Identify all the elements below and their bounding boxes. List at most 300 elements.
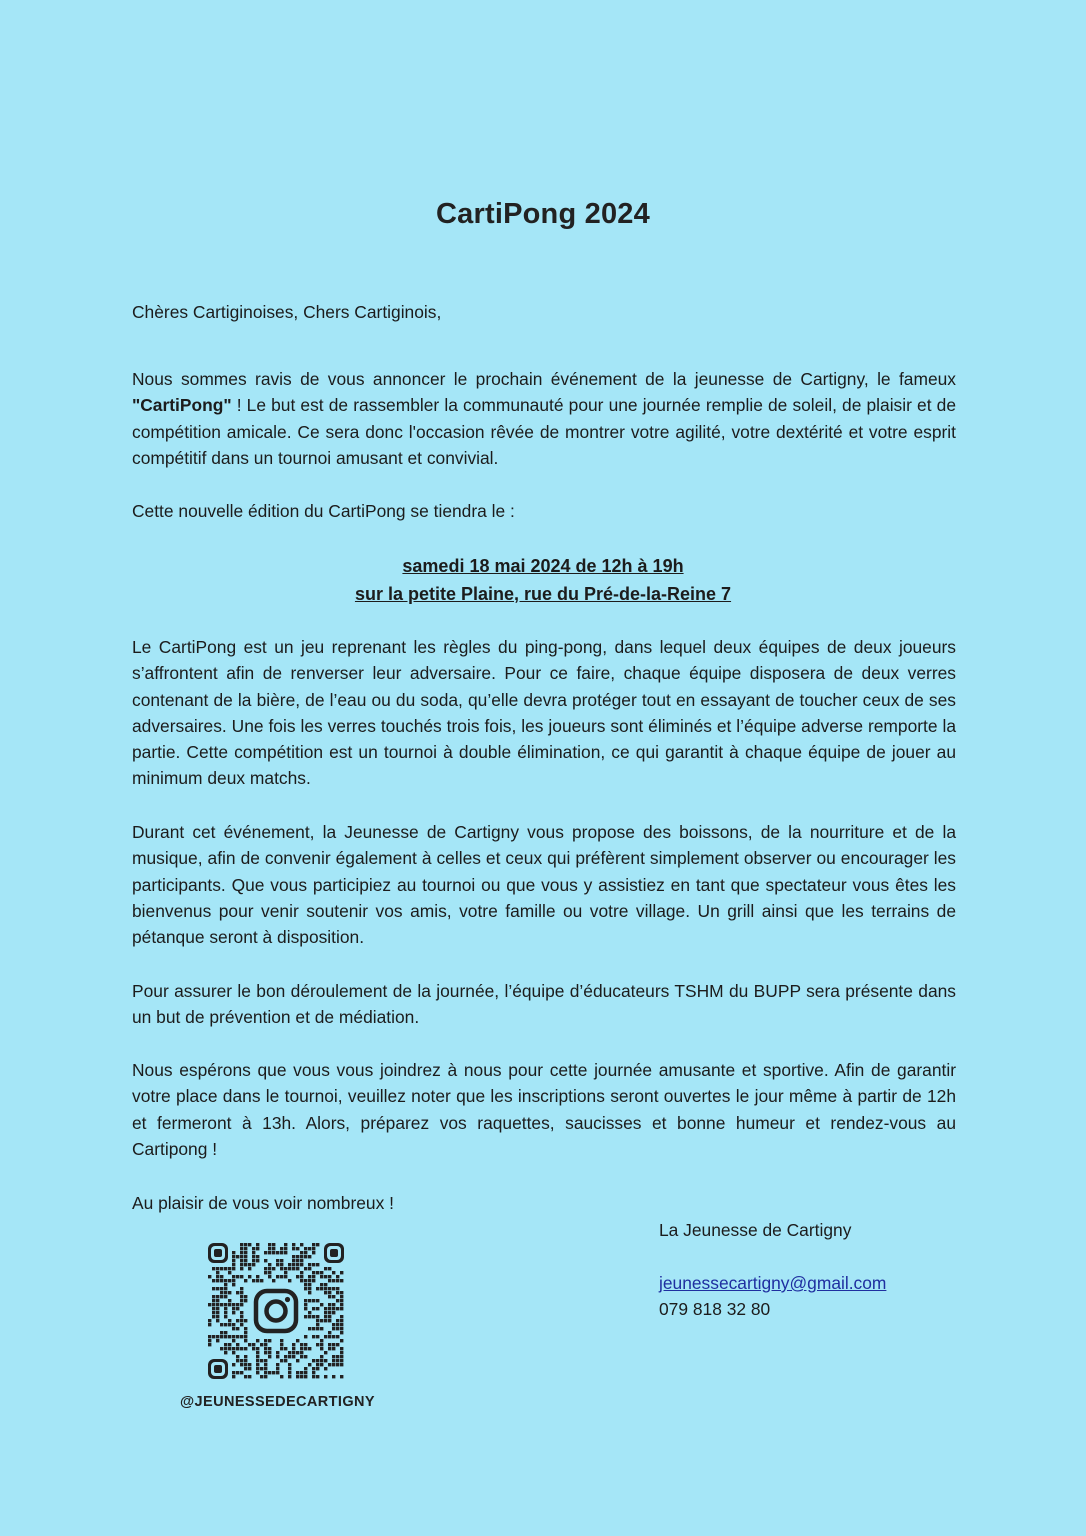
qr-module (304, 1251, 307, 1254)
phone-number: 079 818 32 80 (659, 1299, 771, 1320)
qr-module (340, 1351, 343, 1354)
qr-module (340, 1327, 343, 1330)
qr-module (292, 1351, 295, 1354)
qr-module (316, 1319, 319, 1322)
qr-module (248, 1263, 251, 1266)
qr-module (340, 1331, 343, 1334)
qr-module (280, 1343, 283, 1346)
qr-module (216, 1319, 219, 1322)
qr-module (232, 1307, 235, 1310)
qr-module (340, 1363, 343, 1366)
qr-module (292, 1347, 295, 1350)
qr-module (324, 1359, 327, 1362)
qr-module (244, 1375, 247, 1378)
qr-module (228, 1267, 231, 1270)
qr-module (296, 1275, 299, 1278)
qr-module (264, 1375, 267, 1378)
contact-block (659, 1270, 886, 1323)
qr-module (232, 1375, 235, 1378)
qr-module (212, 1311, 215, 1314)
qr-module (308, 1283, 311, 1286)
qr-module (316, 1375, 319, 1378)
qr-module (268, 1339, 271, 1342)
qr-module (248, 1243, 251, 1246)
qr-module (296, 1267, 299, 1270)
qr-module (240, 1247, 243, 1250)
qr-module (220, 1347, 223, 1350)
qr-module (284, 1251, 287, 1254)
qr-module (292, 1259, 295, 1262)
qr-module (228, 1343, 231, 1346)
qr-module (268, 1355, 271, 1358)
qr-module (320, 1339, 323, 1342)
qr-module (340, 1359, 343, 1362)
qr-module (224, 1331, 227, 1334)
qr-module (252, 1347, 255, 1350)
qr-module (280, 1247, 283, 1250)
qr-module (336, 1291, 339, 1294)
qr-module (308, 1279, 311, 1282)
qr-module (260, 1279, 263, 1282)
qr-module (316, 1327, 319, 1330)
qr-module (312, 1335, 315, 1338)
closing-line: Au plaisir de vous voir nombreux ! (132, 1193, 394, 1213)
qr-module (244, 1263, 247, 1266)
qr-module (336, 1359, 339, 1362)
qr-module (268, 1247, 271, 1250)
qr-module (340, 1279, 343, 1282)
qr-module (224, 1311, 227, 1314)
qr-module (256, 1339, 259, 1342)
qr-module (340, 1315, 343, 1318)
qr-module (224, 1291, 227, 1294)
qr-module (292, 1343, 295, 1346)
qr-module (320, 1303, 323, 1306)
qr-module (232, 1351, 235, 1354)
qr-module (308, 1291, 311, 1294)
qr-module (248, 1267, 251, 1270)
qr-module (220, 1287, 223, 1290)
qr-module (328, 1319, 331, 1322)
qr-module (244, 1279, 247, 1282)
qr-module (256, 1351, 259, 1354)
instagram-qr-code (206, 1241, 346, 1381)
qr-module (304, 1315, 307, 1318)
qr-module (244, 1327, 247, 1330)
qr-module (208, 1339, 211, 1342)
qr-module (332, 1323, 335, 1326)
qr-module (320, 1283, 323, 1286)
qr-module (208, 1323, 211, 1326)
qr-module (300, 1255, 303, 1258)
qr-module (276, 1259, 279, 1262)
qr-module (316, 1287, 319, 1290)
qr-module (236, 1307, 239, 1310)
signature: La Jeunesse de Cartigny (659, 1220, 852, 1240)
qr-module (228, 1319, 231, 1322)
qr-module (240, 1311, 243, 1314)
qr-module (312, 1279, 315, 1282)
qr-module (332, 1347, 335, 1350)
qr-module (216, 1279, 219, 1282)
qr-module (328, 1315, 331, 1318)
qr-module (284, 1271, 287, 1274)
safety-paragraph: Pour assurer le bon déroulement de la journée, l’équipe d’éducateurs TSHM du BUPP sera présente dans un but de prévention et de médiation. (132, 981, 956, 1028)
qr-module (324, 1275, 327, 1278)
qr-module (320, 1327, 323, 1330)
qr-module (332, 1363, 335, 1366)
qr-module (288, 1371, 291, 1374)
qr-module (264, 1251, 267, 1254)
qr-module (212, 1307, 215, 1310)
qr-module (216, 1335, 219, 1338)
qr-module (244, 1339, 247, 1342)
qr-module (332, 1335, 335, 1338)
qr-module (220, 1295, 223, 1298)
qr-module (284, 1359, 287, 1362)
qr-module (316, 1307, 319, 1310)
qr-module (244, 1247, 247, 1250)
qr-module (296, 1259, 299, 1262)
qr-module (316, 1363, 319, 1366)
qr-module (244, 1331, 247, 1334)
qr-module (292, 1355, 295, 1358)
qr-module (264, 1371, 267, 1374)
qr-module (336, 1343, 339, 1346)
qr-module (216, 1299, 219, 1302)
qr-finder-top-right (324, 1243, 344, 1263)
qr-module (340, 1375, 343, 1378)
qr-module (224, 1279, 227, 1282)
intro-text-part2: ! Le but est de rassembler la communauté pour une journée remplie de soleil, de plaisir et de compétition amicale. Ce sera donc l'occasion rêvée de montrer votre agilité, votre dextérité et votre esprit compétitif dans un tournoi amusant et convivial. (132, 395, 956, 468)
qr-module (328, 1335, 331, 1338)
qr-module (208, 1303, 211, 1306)
qr-module (264, 1363, 267, 1366)
qr-module (232, 1275, 235, 1278)
intro-text-part1: Nous sommes ravis de vous annoncer le prochain événement de la jeunesse de Cartigny, le fameux (132, 369, 956, 389)
qr-module (304, 1371, 307, 1374)
qr-module (324, 1351, 327, 1354)
qr-module (216, 1271, 219, 1274)
qr-module (284, 1267, 287, 1270)
qr-module (308, 1315, 311, 1318)
qr-module (312, 1371, 315, 1374)
qr-module (340, 1323, 343, 1326)
instagram-handle: @JEUNESSEDECARTIGNY (180, 1394, 375, 1410)
qr-module (256, 1363, 259, 1366)
qr-module (276, 1275, 279, 1278)
qr-module (340, 1271, 343, 1274)
qr-module (280, 1359, 283, 1362)
qr-module (280, 1275, 283, 1278)
qr-module (272, 1267, 275, 1270)
greeting: Chères Cartiginoises, Chers Cartiginois, (132, 302, 442, 322)
qr-module (288, 1355, 291, 1358)
edition-paragraph: Cette nouvelle édition du CartiPong se tiendra le : (132, 501, 515, 521)
qr-module (320, 1347, 323, 1350)
qr-module (284, 1275, 287, 1278)
qr-module (332, 1327, 335, 1330)
qr-module (340, 1299, 343, 1302)
qr-module (244, 1295, 247, 1298)
qr-module (304, 1355, 307, 1358)
qr-module (232, 1311, 235, 1314)
qr-module (304, 1299, 307, 1302)
qr-module (328, 1303, 331, 1306)
qr-module (224, 1343, 227, 1346)
email-link[interactable]: jeunessecartigny@gmail.com (659, 1273, 887, 1293)
qr-module (256, 1359, 259, 1362)
qr-module (328, 1311, 331, 1314)
qr-module (212, 1335, 215, 1338)
qr-module (312, 1327, 315, 1330)
qr-module (240, 1359, 243, 1362)
qr-module (256, 1355, 259, 1358)
qr-module (340, 1319, 343, 1322)
qr-module (244, 1335, 247, 1338)
qr-module (220, 1267, 223, 1270)
qr-module (320, 1343, 323, 1346)
qr-module (272, 1243, 275, 1246)
qr-module (288, 1363, 291, 1366)
qr-module (228, 1303, 231, 1306)
qr-module (304, 1287, 307, 1290)
qr-module (340, 1303, 343, 1306)
qr-module (216, 1339, 219, 1342)
qr-module (240, 1295, 243, 1298)
qr-module (236, 1359, 239, 1362)
qr-module (268, 1371, 271, 1374)
qr-module (232, 1363, 235, 1366)
qr-module (332, 1295, 335, 1298)
qr-module (284, 1247, 287, 1250)
qr-module (208, 1343, 211, 1346)
qr-module (236, 1303, 239, 1306)
qr-module (212, 1299, 215, 1302)
intro-highlight: "CartiPong" (132, 395, 232, 416)
qr-module (324, 1291, 327, 1294)
qr-module (312, 1375, 315, 1378)
qr-module (240, 1371, 243, 1374)
qr-module (288, 1367, 291, 1370)
qr-module (316, 1343, 319, 1346)
qr-module (244, 1347, 247, 1350)
qr-module (264, 1351, 267, 1354)
qr-module (308, 1287, 311, 1290)
qr-module (336, 1279, 339, 1282)
qr-module (224, 1315, 227, 1318)
registration-paragraph: Nous espérons que vous vous joindrez à nous pour cette journée amusante et sportive. Afin de garantir votre place dans le tournoi, veuillez noter que les inscriptions seront ouvertes le jour même à partir de 12h et fermeront à 13h. Alors, préparez vos raquettes, saucisses et bonne humeur et rendez-vous au Cartipong ! (132, 1060, 956, 1159)
qr-finder-bottom-left (208, 1359, 228, 1379)
qr-module (232, 1335, 235, 1338)
qr-module (236, 1343, 239, 1346)
qr-module (256, 1367, 259, 1370)
qr-module (280, 1263, 283, 1266)
qr-module (224, 1323, 227, 1326)
qr-module (288, 1279, 291, 1282)
qr-module (332, 1307, 335, 1310)
qr-module (240, 1315, 243, 1318)
qr-module (212, 1287, 215, 1290)
qr-module (308, 1247, 311, 1250)
qr-module (240, 1319, 243, 1322)
qr-module (240, 1363, 243, 1366)
qr-module (336, 1323, 339, 1326)
qr-module (232, 1263, 235, 1266)
qr-module (264, 1267, 267, 1270)
qr-module (332, 1279, 335, 1282)
qr-module (232, 1323, 235, 1326)
qr-module (244, 1255, 247, 1258)
event-date: samedi 18 mai 2024 de 12h à 19h (402, 556, 684, 576)
qr-module (336, 1327, 339, 1330)
qr-module (212, 1267, 215, 1270)
qr-module (240, 1335, 243, 1338)
qr-module (316, 1367, 319, 1370)
qr-module (292, 1263, 295, 1266)
qr-module (208, 1319, 211, 1322)
qr-module (224, 1351, 227, 1354)
qr-module (340, 1355, 343, 1358)
qr-module (240, 1303, 243, 1306)
qr-module (240, 1287, 243, 1290)
qr-module (304, 1307, 307, 1310)
qr-module (232, 1371, 235, 1374)
qr-module (212, 1303, 215, 1306)
qr-module (324, 1319, 327, 1322)
qr-module (220, 1303, 223, 1306)
qr-module (332, 1355, 335, 1358)
qr-module (300, 1251, 303, 1254)
qr-module (340, 1339, 343, 1342)
qr-module (252, 1259, 255, 1262)
qr-module (332, 1303, 335, 1306)
qr-module (216, 1295, 219, 1298)
qr-module (240, 1347, 243, 1350)
qr-module (308, 1311, 311, 1314)
qr-module (320, 1363, 323, 1366)
qr-module (256, 1255, 259, 1258)
qr-module (324, 1287, 327, 1290)
qr-module (236, 1371, 239, 1374)
qr-module (224, 1303, 227, 1306)
qr-module (300, 1371, 303, 1374)
qr-module (256, 1275, 259, 1278)
qr-module (320, 1287, 323, 1290)
qr-module (312, 1315, 315, 1318)
qr-module (220, 1331, 223, 1334)
qr-module (296, 1351, 299, 1354)
qr-module (228, 1291, 231, 1294)
qr-module (284, 1347, 287, 1350)
qr-module (236, 1355, 239, 1358)
qr-module (320, 1275, 323, 1278)
qr-module (320, 1359, 323, 1362)
qr-module (300, 1263, 303, 1266)
qr-module (300, 1347, 303, 1350)
qr-module (316, 1335, 319, 1338)
qr-module (220, 1275, 223, 1278)
qr-module (328, 1291, 331, 1294)
qr-module (316, 1299, 319, 1302)
qr-module (304, 1247, 307, 1250)
qr-module (272, 1371, 275, 1374)
qr-module (328, 1363, 331, 1366)
qr-module (216, 1287, 219, 1290)
qr-module (236, 1319, 239, 1322)
qr-module (284, 1243, 287, 1246)
qr-module (312, 1271, 315, 1274)
qr-module (220, 1323, 223, 1326)
qr-module (248, 1363, 251, 1366)
qr-module (312, 1251, 315, 1254)
qr-module (316, 1243, 319, 1246)
qr-module (224, 1287, 227, 1290)
qr-module (256, 1347, 259, 1350)
rules-paragraph: Le CartiPong est un jeu reprenant les règles du ping-pong, dans lequel deux équipes de deux joueurs s’affrontent afin de renverser leur adversaire. Pour ce faire, chaque équipe disposera de deux verres contenant de la bière, de l’eau ou du soda, qu’elle devra protéger tout en essayant de toucher ceux de ses adversaires. Une fois les verres touchés trois fois, les joueurs sont éliminés et l’équipe adverse remporte la partie. Cette compétition est un tournoi à double élimination, ce qui garantit à chaque équipe de jouer au minimum deux matchs. (132, 637, 956, 789)
qr-module (328, 1295, 331, 1298)
qr-module (280, 1375, 283, 1378)
qr-module (228, 1323, 231, 1326)
qr-module (312, 1299, 315, 1302)
qr-module (308, 1363, 311, 1366)
qr-module (288, 1351, 291, 1354)
event-details (0, 552, 1086, 608)
qr-module (268, 1263, 271, 1266)
qr-module (312, 1307, 315, 1310)
qr-module (212, 1315, 215, 1318)
qr-module (340, 1307, 343, 1310)
qr-module (268, 1347, 271, 1350)
qr-module (224, 1267, 227, 1270)
qr-module (252, 1279, 255, 1282)
qr-module (220, 1279, 223, 1282)
qr-module (248, 1375, 251, 1378)
qr-module (308, 1267, 311, 1270)
qr-module (208, 1335, 211, 1338)
qr-module (296, 1371, 299, 1374)
qr-module (300, 1375, 303, 1378)
qr-module (332, 1271, 335, 1274)
qr-module (244, 1363, 247, 1366)
qr-module (264, 1367, 267, 1370)
qr-module (328, 1343, 331, 1346)
qr-module (304, 1335, 307, 1338)
qr-module (232, 1339, 235, 1342)
qr-module (292, 1243, 295, 1246)
qr-module (232, 1283, 235, 1286)
qr-module (208, 1275, 211, 1278)
qr-module (228, 1279, 231, 1282)
qr-module (324, 1283, 327, 1286)
qr-module (316, 1263, 319, 1266)
page-title: CartiPong 2024 (436, 198, 650, 230)
qr-module (252, 1247, 255, 1250)
qr-module (324, 1335, 327, 1338)
qr-module (264, 1259, 267, 1262)
qr-module (324, 1267, 327, 1270)
qr-module (260, 1343, 263, 1346)
qr-module (324, 1307, 327, 1310)
qr-module (248, 1275, 251, 1278)
qr-module (256, 1259, 259, 1262)
qr-module (268, 1251, 271, 1254)
qr-module (212, 1295, 215, 1298)
qr-module (264, 1339, 267, 1342)
qr-module (332, 1343, 335, 1346)
qr-module (248, 1367, 251, 1370)
qr-module (304, 1279, 307, 1282)
